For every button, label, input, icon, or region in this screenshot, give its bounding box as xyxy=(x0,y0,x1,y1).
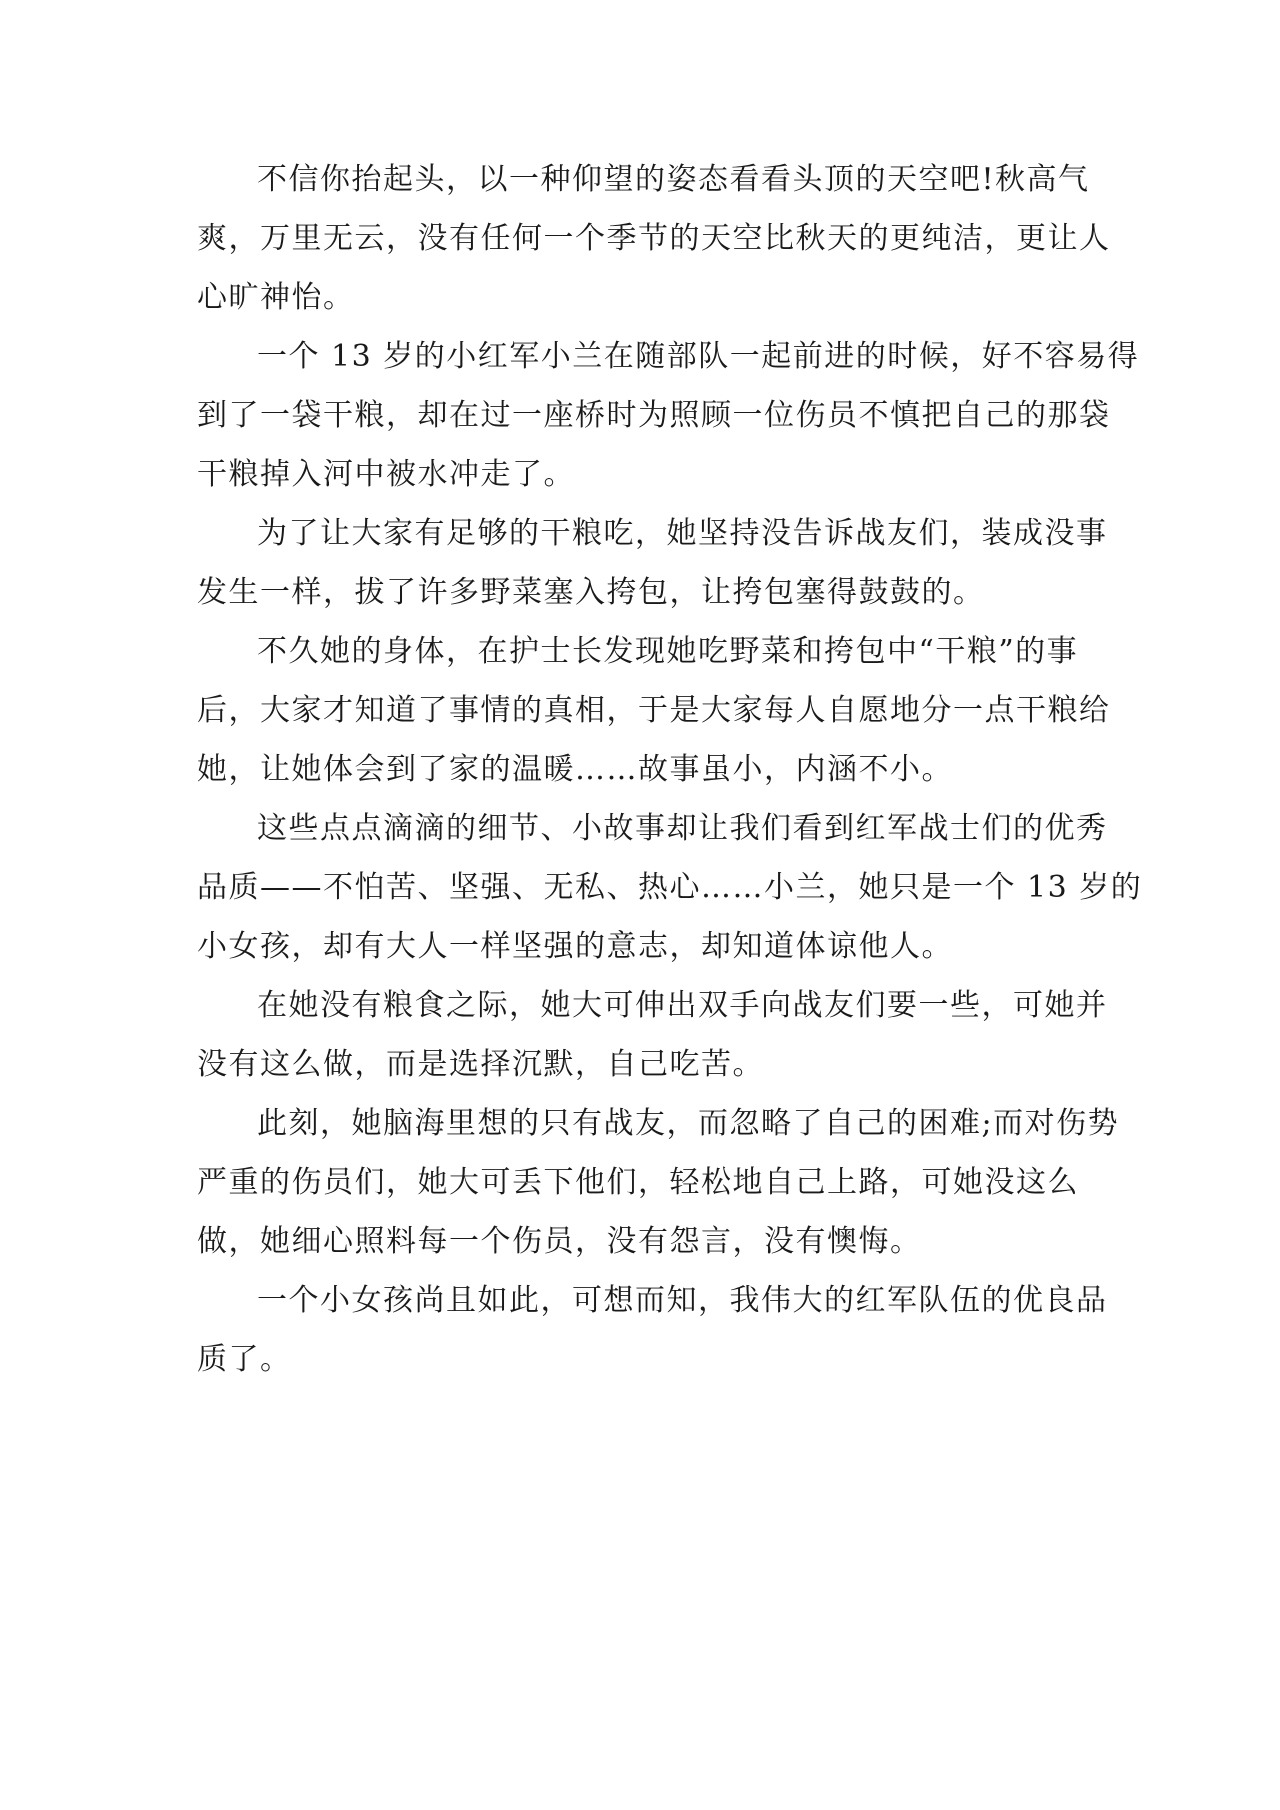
text-line: 后，大家才知道了事情的真相，于是大家每人自愿地分一点干粮给 xyxy=(197,693,1111,728)
text-line: 干粮掉入河中被水冲走了。 xyxy=(197,457,575,492)
text-line: 在她没有粮食之际，她大可伸出双手向战友们要一些，可她并 xyxy=(257,988,1108,1023)
paragraph-7 xyxy=(197,1094,1120,1271)
text-line: 到了一袋干粮，却在过一座桥时为照顾一位伤员不慎把自己的那袋 xyxy=(197,398,1111,433)
text-line: 这些点点滴滴的细节、小故事却让我们看到红军战士们的优秀 xyxy=(257,811,1108,846)
paragraph-8 xyxy=(197,1271,1108,1389)
paragraph-1 xyxy=(197,150,1111,327)
text-line: 不久她的身体，在护士长发现她吃野菜和挎包中“干粮”的事 xyxy=(257,634,1079,669)
text-line: 一个 13 岁的小红军小兰在随部队一起前进的时候，好不容易得 xyxy=(257,339,1140,374)
paragraph-4 xyxy=(197,622,1111,799)
paragraph-5 xyxy=(197,799,1143,976)
text-line: 发生一样，拔了许多野菜塞入挎包，让挎包塞得鼓鼓的。 xyxy=(197,575,985,610)
text-line: 爽，万里无云，没有任何一个季节的天空比秋天的更纯洁，更让人 xyxy=(197,221,1111,256)
document-body xyxy=(197,150,1143,1389)
text-line: 为了让大家有足够的干粮吃，她坚持没告诉战友们，装成没事 xyxy=(257,516,1108,551)
text-line: 一个小女孩尚且如此，可想而知，我伟大的红军队伍的优良品 xyxy=(257,1283,1108,1318)
text-line: 此刻，她脑海里想的只有战友，而忽略了自己的困难;而对伤势 xyxy=(257,1106,1120,1141)
text-line: 不信你抬起头，以一种仰望的姿态看看头顶的天空吧!秋高气 xyxy=(257,162,1090,197)
text-line: 没有这么做，而是选择沉默，自己吃苦。 xyxy=(197,1047,764,1082)
text-line: 她，让她体会到了家的温暖……故事虽小，内涵不小。 xyxy=(197,752,953,787)
text-line: 严重的伤员们，她大可丢下他们，轻松地自己上路，可她没这么 xyxy=(197,1165,1079,1200)
text-line: 质了。 xyxy=(197,1342,292,1377)
text-line: 品质——不怕苦、坚强、无私、热心……小兰，她只是一个 13 岁的 xyxy=(197,870,1143,905)
text-line: 小女孩，却有大人一样坚强的意志，却知道体谅他人。 xyxy=(197,929,953,964)
text-line: 做，她细心照料每一个伤员，没有怨言，没有懊悔。 xyxy=(197,1224,922,1259)
paragraph-2 xyxy=(197,327,1140,504)
paragraph-3 xyxy=(197,504,1108,622)
paragraph-6 xyxy=(197,976,1108,1094)
text-line: 心旷神怡。 xyxy=(197,280,355,315)
